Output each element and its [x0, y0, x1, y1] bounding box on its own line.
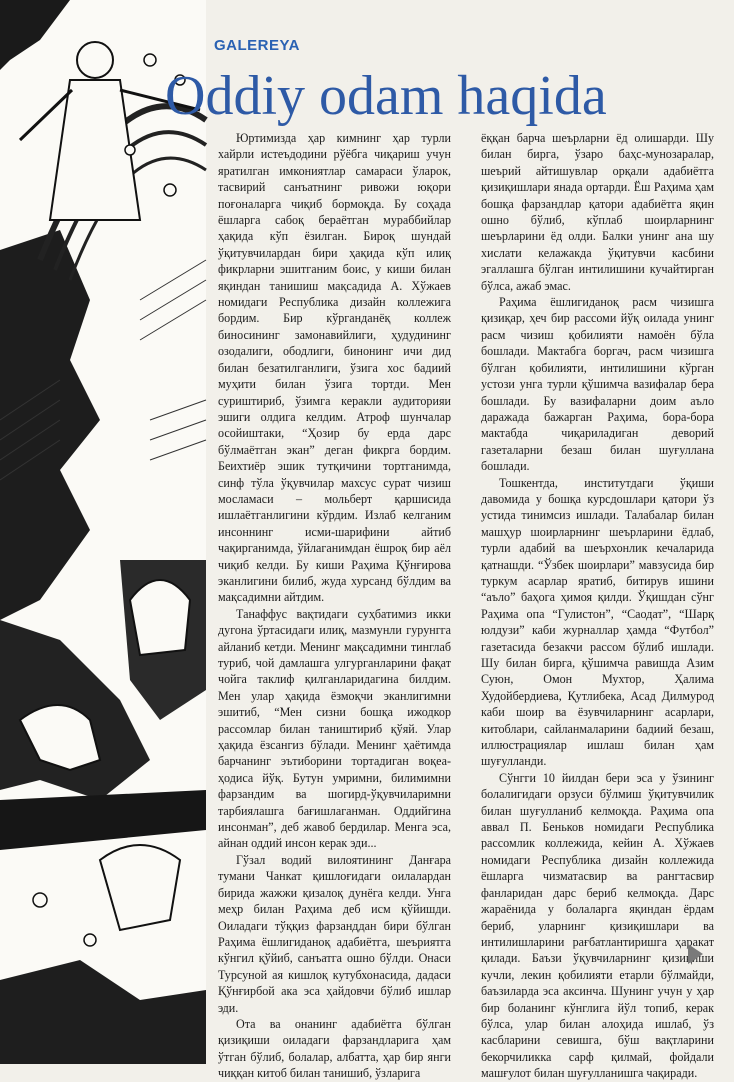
article-column-right [481, 130, 714, 1081]
paragraph: Раҳима ёшлигиданоқ расм чизишга қизиқар, ҳеч бир рассоми йўқ оилада унинг расм чизиш қобилияти намоён бўла бошлади. Мактабга боргач, расм чизишга бўлган қобилияти, интилишини кўрган устози унга турли қўшимча вазифалар бера бошлади. Бу вазифаларни доим аъло даражада бажарган Раҳима, бора-бора мактабда чиқариладиган деворий газеталарни безаш билан шуғуллана бошлади. [481, 295, 714, 474]
next-page-arrow-icon[interactable] [688, 944, 703, 964]
paragraph: ёққан барча шеърларни ёд олишарди. Шу билан бирга, ўзаро баҳс-мунозаралар, шеърий айтишувлар орқали адабиётга қизиқишлари янада ортарди. Ёш Раҳима ҳам бошқа фарзандлар қатори адабиётга яқин ошно бўлиб, кўплаб шоирларнинг шеърларини ёд олди. Балки унинг ана шу хислати келажакда ўқитувчи касбини эгаллашга бўлган интилишини кучайтирган бўлса, ажаб эмас. [481, 131, 714, 293]
section-label: GALEREYA [214, 37, 300, 54]
paragraph: Юртимизда ҳар кимнинг ҳар турли хайрли истеъдодини рўёбга чиқариш учун яратилган имкониятлар самараси ўларок, тасвирий санъатнинг ривожи юқори поғоналарга чиқиб бормоқда. Бу соҳада ёшларга сабоқ бераётган мураббийлар ҳақида кўп ёзилган. Бироқ шундай ўқитувчилардан бири ҳақида кўп илиқ фикрларни эшитганим боис, у киши билан яқиндан танишиш мақсадида А. Хўжаев номидаги Республика дизайн коллежига бордим. Бир кўрганданёқ коллеж биносининг замонавийлиги, ҳудудининг озодалиги, ободлиги, бинонинг ичи дид билан безатилганлиги, ўзига хос бадиий муҳити билан ўзига тортди. Мен суриштириб, ўзимга керакли аудиторияи эшиги олдига келдим. Атроф шунчалар осойиштаки, “Ҳозир бу ерда дарс бўлмаётган экан” деган фикрга бордим. Беихтиёр эшик тутқичини тортганимда, синф тўла ўқувчилар махсус сурат чизиш мосламаси – мольберт қаршисида ишлаётганлигини кўрдим. Излаб келганим инсоннинг исми-шарифини айтиб чақирганимда, ўйлаганимдан ёшроқ бир аёл чиқиб келди. Бу киши Раҳима Қўнғирова эканлигини билиб, жуда хурсанд бўлдим ва мақсадимни айтдим. [218, 131, 451, 605]
paragraph: Сўнгги 10 йилдан бери эса у ўзининг болалигидаги орзуси бўлмиш ўқитувчилик билан шуғулланиб келмоқда. Раҳима опа аввал П. Беньков номидаги Республика рассомлик коллежида, кейин А. Хўжаев номидаги Республика дизайн коллежида ёшларга чизматасвир ва рангтасвир фанларидан дарс бериб келмоқда. Дарс жараёнида у болаларга яқиндан ёрдам бериб, уларнинг қизиқишлари ва интилишларини рағбатлантиришга ҳаракат қилади. Баъзи ўқувчиларнинг қизиқиши кучли, лекин қобилияти етарли бўлмайди, баъзиларда эса аксинча. Шунинг учун у ҳар бир боланинг кўнглига йўл топиб, керак бўлса, улар билан алоҳида ишлаб, ўз касбларини севишга, бўш вақтларини бекорчиликка сарф қилмай, фойдали машғулот билан шуғулланишга чақиради. [481, 770, 714, 1081]
article-title: Oddiy odam haqida [165, 65, 607, 127]
paragraph: Тошкентда, институтдаги ўқиши давомида у бошқа курсдошлари қатори ўз устида тинимсиз ишлади. Талабалар билан машҳур шоирларнинг шеърларини ёдлаб, турли адабий ва шеърхонлик кечаларида қатнашди. “Ўзбек шоирлари” мавзусида бир туркум асарлар яратиб, битирув ишини “аъло” баҳога ҳимоя қилди. Ўқишдан сўнг Раҳима опа “Гулистон”, “Саодат”, “Шарқ юлдузи” каби журналлар ҳамда “Футбол” газетасида безакчи рассом бўлиб ишлади. Шу билан бирга, қўшимча равишда Азим Суюн, Омон Мухтор, Ҳалима Худойбердиева, Қутлибека, Асад Дилмурод каби шоир ва ёзувчиларнинг асарлари, китоблари, сайланмаларини бадиий безаш, иллюстрациялар ишлаш билан ҳам шуғулланди. [481, 475, 714, 769]
illustration-drawing [0, 0, 206, 1064]
paragraph: Ота ва онанинг адабиётга бўлган қизиқиши оиладаги фарзандларига ҳам ўтган бўлиб, болалар, албатта, ҳар бир янги чиққан китоб билан танишиб, ўзларига [218, 1016, 451, 1081]
paragraph: Танаффус вақтидаги суҳбатимиз икки дугона ўртасидаги илиқ, мазмунли гурунгга айланиб кетди. Менинг мақсадимни тинглаб туриб, чой дамлашга улгурганларини фақат чойга таклиф қилганларидагина билдим. Мен улар ҳақида ёзмоқчи эканлигимни эшитиб, “Мен сизни бошқа ижодкор рассомлар билан таништириб қўяй. Улар ҳақида ёзсангиз бўлади. Менинг ҳаётимда барчанинг эътиборини тортадиган воқеа-ҳодиса йўқ. Бутун умримни, билимимни фарзандим ва шогирд-ўқувчиларимни тарбиялашга бағишлаганман. Оддийгина инсонман”, деб жавоб бердилар. Менга эса, айнан оддий инсон керак эди... [218, 606, 451, 851]
paragraph: Гўзал водий вилоятининг Данғара тумани Чанкат қишлоғидаги оилалардан бирида жажжи қизалоқ дунёга келди. Унга меҳр билан Раҳима деб исм қўйишди. Оиладаги тўққиз фарзанддан бири бўлган Раҳима ёшлигиданоқ адабиётга, шеъриятга кўнгил қўйиб, санъатга ошно бўлди. Онаси Турсуной ая кишлоқ кутубхонасида, дадаси Қўнғирбой ака эса ҳайдовчи бўлиб ишлар эди. [218, 852, 451, 1015]
ink-illustration [0, 0, 206, 1064]
article-column-left [218, 130, 451, 1081]
